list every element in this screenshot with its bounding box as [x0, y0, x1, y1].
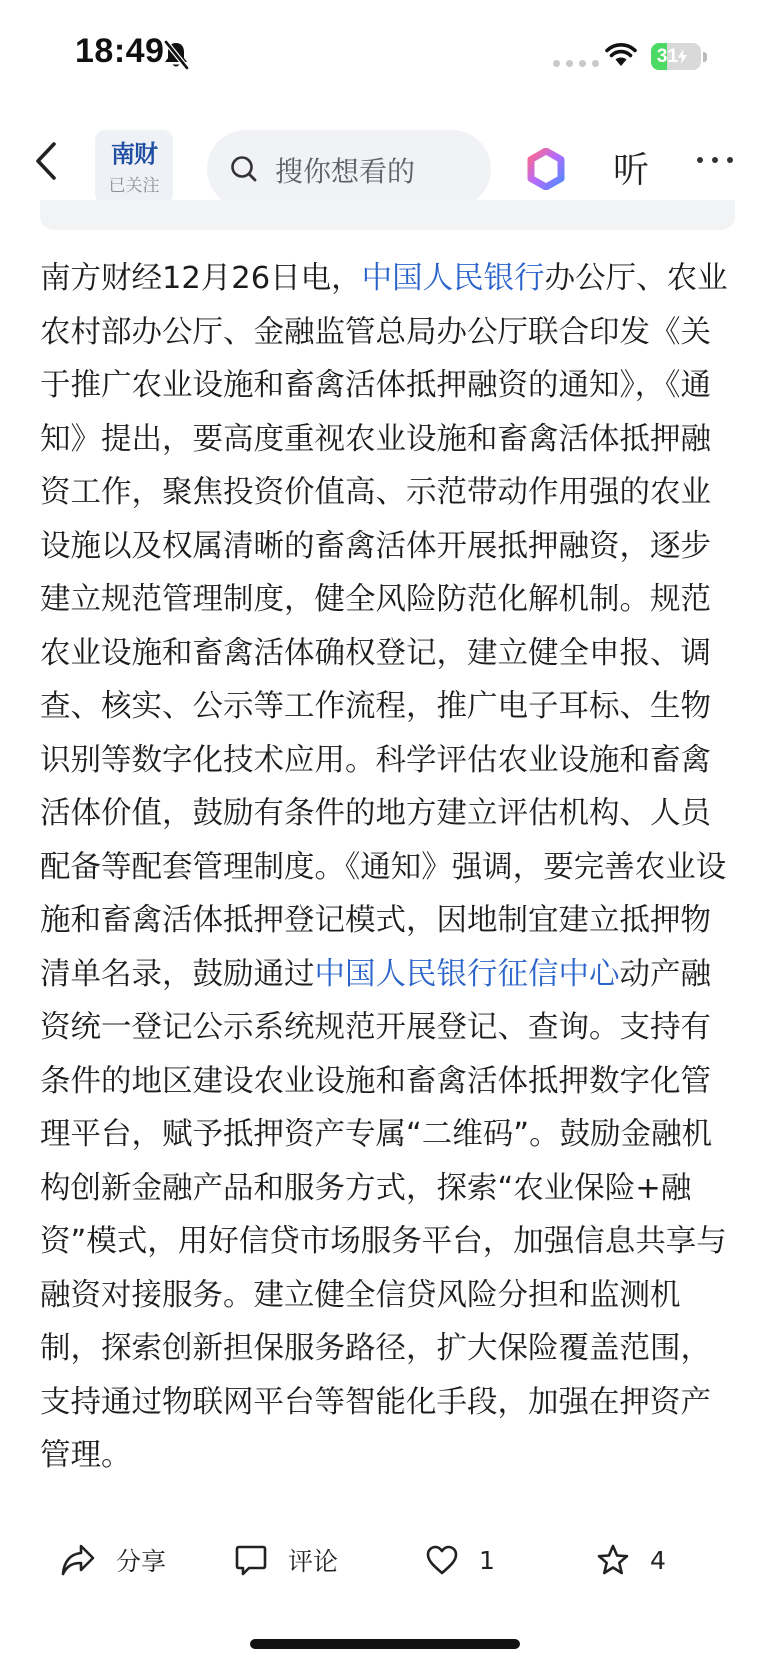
share-icon — [60, 1543, 96, 1577]
status-time: 18:49 — [75, 32, 165, 70]
header-card-edge — [40, 200, 735, 230]
comment-icon — [234, 1543, 268, 1577]
battery-icon — [651, 43, 701, 70]
bell-off-icon — [162, 40, 190, 70]
article-text-2: 办公厅、农业农村部办公厅、金融监管总局办公厅联合印发《关于推广农业设施和畜禽活体抵押融资的通知》，《通知》提出，要高度重视农业设施和畜禽活体抵押融资工作，聚焦投资价值高、示范带动作用强的农业设施以及权属清晰的畜禽活体开展抵押融资，逐步建立规范管理制度，健全风险防范化解机制。规范农业设施和畜禽活体确权登记，建立健全申报、调查、核实、公示等工作流程，推广电子耳标、生物识别等数字化技术应用。科学评估农业设施和畜禽活体价值，鼓励有条件的地方建立评估机构、人员配备等配套管理制度。《通知》强调，要完善农业设施和畜禽活体抵押登记模式，因地制宜建立抵押物清单名录，鼓励通过 — [40, 261, 728, 992]
home-indicator[interactable] — [250, 1639, 520, 1649]
search-placeholder: 搜你想看的 — [275, 155, 416, 188]
ai-assistant-icon[interactable] — [525, 148, 567, 190]
status-bar — [0, 0, 769, 110]
link-pboc[interactable]: 中国人民银行 — [361, 261, 545, 296]
source-avatar[interactable] — [95, 130, 173, 204]
search-icon — [229, 154, 259, 184]
wifi-icon — [604, 42, 638, 68]
back-button[interactable] — [30, 138, 66, 184]
heart-icon — [425, 1544, 459, 1576]
search-input[interactable] — [207, 130, 491, 208]
signal-dots-icon — [553, 60, 599, 67]
listen-button[interactable]: 听 — [613, 150, 650, 191]
source-name: 南财 — [111, 140, 157, 168]
like-count: 1 — [479, 1545, 495, 1575]
action-bar — [0, 1530, 769, 1590]
share-label: 分享 — [116, 1547, 167, 1576]
favorite-button[interactable] — [596, 1530, 666, 1590]
battery-percent: 31 — [656, 45, 679, 67]
article-body — [40, 252, 734, 1483]
comment-button[interactable] — [234, 1530, 338, 1590]
article-text-1: 南方财经12月26日电， — [40, 261, 362, 296]
follow-status: 已关注 — [108, 176, 160, 196]
battery-cap — [703, 52, 707, 62]
comment-label: 评论 — [288, 1547, 339, 1576]
favorite-count: 4 — [650, 1545, 666, 1575]
star-icon — [596, 1543, 630, 1577]
nav-header — [0, 118, 769, 204]
like-button[interactable] — [425, 1530, 495, 1590]
charging-bolt-icon — [678, 49, 687, 64]
article-text-3: 动产融资统一登记公示系统规范开展登记、查询。支持有条件的地区建设农业设施和畜禽活体抵押数字化管理平台，赋予抵押资产专属“二维码”。鼓励金融机构创新金融产品和服务方式，探索“农业保险+融资”模式，用好信贷市场服务平台，加强信息共享与融资对接服务。建立健全信贷风险分担和监测机制，探索创新担保服务路径，扩大保险覆盖范围，支持通过物联网平台等智能化手段，加强在押资产管理。 — [40, 956, 727, 1473]
share-button[interactable] — [60, 1530, 166, 1590]
link-credit-center[interactable]: 中国人民银行征信中心 — [314, 956, 620, 992]
more-options-icon[interactable] — [697, 150, 741, 170]
